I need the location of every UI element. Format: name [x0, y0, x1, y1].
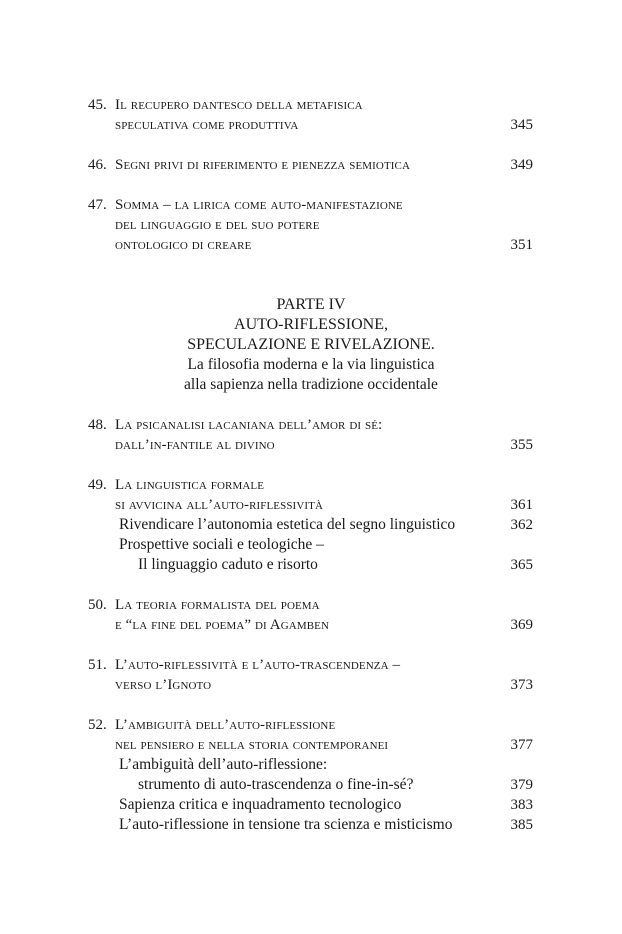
- toc-entry-48: [88, 415, 533, 455]
- entry-title-line: nel pensiero e nella storia contemporanei: [115, 737, 389, 753]
- entry-page-number: 345: [510, 117, 533, 133]
- entry-title-line: del linguaggio e del suo potere: [115, 217, 320, 233]
- subentry-page-number: 385: [510, 817, 533, 833]
- entry-title-line: ontologico di creare: [115, 237, 252, 253]
- subentry-page-number: 383: [510, 797, 533, 813]
- part-title-line: SPECULAZIONE E RIVELAZIONE.: [187, 336, 435, 353]
- subentry-title: Il linguaggio caduto e risorto: [138, 556, 318, 573]
- entry-title-line: La psicanalisi lacaniana dell’amor di sé:: [115, 417, 383, 433]
- part-subtitle-line: La filosofia moderna e la via linguistica: [187, 356, 435, 373]
- entry-number: 45.: [88, 97, 107, 113]
- toc-entry-52: [88, 715, 533, 835]
- entry-page-number: 377: [510, 737, 533, 753]
- entry-title-line: Somma – la lirica come auto-manifestazione: [115, 197, 403, 213]
- part-subtitle-line: alla sapienza nella tradizione occidentale: [184, 376, 438, 393]
- subentry-title: strumento di auto-trascendenza o fine-in-sé?: [138, 776, 414, 793]
- entry-number: 51.: [88, 657, 107, 673]
- toc-entry-45: [88, 95, 533, 135]
- toc-entry-47: [88, 195, 533, 255]
- subentry-page-number: 379: [510, 777, 533, 793]
- entry-title-line: verso l’Ignoto: [115, 677, 212, 693]
- entry-title-line: Il recupero dantesco della metafisica: [115, 97, 363, 113]
- entry-title-line: La teoria formalista del poema: [115, 597, 320, 613]
- part-heading: [0, 295, 622, 395]
- subentry-title: Rivendicare l’autonomia estetica del segno linguistico: [119, 516, 456, 533]
- entry-number: 47.: [88, 197, 107, 213]
- subentry-page-number: 365: [510, 557, 533, 573]
- subentry-title: L’ambiguità dell’auto-riflessione:: [119, 756, 328, 773]
- subentry-page-number: 362: [510, 517, 533, 533]
- entry-number: 52.: [88, 717, 107, 733]
- entry-page-number: 351: [510, 237, 533, 253]
- entry-title-line: Segni privi di riferimento e pienezza semiotica: [115, 157, 411, 173]
- entry-page-number: 361: [510, 497, 533, 513]
- part-title-line: AUTO-RIFLESSIONE,: [234, 316, 388, 333]
- entry-title-line: e “la fine del poema” di Agamben: [115, 617, 330, 633]
- entry-number: 50.: [88, 597, 107, 613]
- entry-title-line: dall’in-fantile al divino: [115, 437, 275, 453]
- part-label: PARTE IV: [276, 296, 346, 313]
- toc-entry-49: [88, 475, 533, 575]
- entry-title-line: si avvicina all’auto-riflessività: [115, 497, 323, 513]
- entry-title-line: L’ambiguità dell’auto-riflessione: [115, 717, 336, 733]
- toc-entry-51: [88, 655, 533, 695]
- subentry-title: Prospettive sociali e teologiche –: [119, 536, 324, 553]
- toc-entry-46: [88, 155, 533, 175]
- subentry-title: L’auto-riflessione in tensione tra scienza e misticismo: [119, 816, 453, 833]
- entry-title-line: speculativa come produttiva: [115, 117, 299, 133]
- entry-number: 46.: [88, 157, 107, 173]
- subentry-title: Sapienza critica e inquadramento tecnologico: [119, 796, 402, 813]
- entry-title-line: La linguistica formale: [115, 477, 265, 493]
- entry-page-number: 349: [510, 157, 533, 173]
- entry-page-number: 369: [510, 617, 533, 633]
- entry-page-number: 355: [510, 437, 533, 453]
- entry-page-number: 373: [510, 677, 533, 693]
- entry-number: 48.: [88, 417, 107, 433]
- toc-entry-50: [88, 595, 533, 635]
- entry-number: 49.: [88, 477, 107, 493]
- entry-title-line: L’auto-riflessività e l’auto-trascendenza –: [115, 657, 401, 673]
